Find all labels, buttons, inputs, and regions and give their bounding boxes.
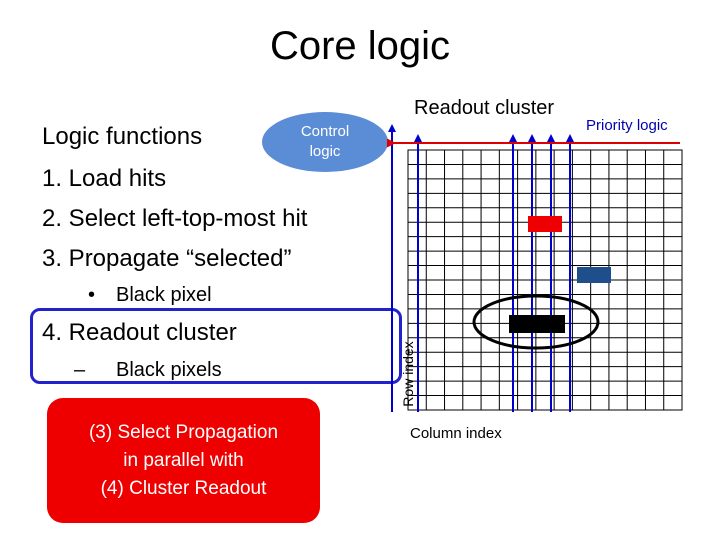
callout-line-1: (3) Select Propagation	[88, 421, 279, 443]
slide-title: Core logic	[269, 24, 451, 68]
row-index-label: Row index	[400, 341, 416, 407]
bullet-dot: •	[88, 284, 96, 306]
priority-logic-label: Priority logic	[586, 117, 668, 134]
logic-item-4: 4. Readout cluster	[42, 319, 237, 346]
bullet-black-pixel: Black pixel	[116, 284, 212, 306]
callout-line-2: in parallel with	[123, 449, 244, 471]
sub-item-dash: –	[74, 359, 86, 381]
logic-functions-heading: Logic functions	[42, 123, 203, 150]
black-pixels-cluster	[509, 315, 565, 333]
logic-item-3: 3. Propagate “selected”	[42, 245, 292, 272]
logic-item-1: 1. Load hits	[42, 165, 167, 192]
control-logic-label: Control logic	[300, 123, 350, 160]
pixel-grid	[408, 150, 682, 410]
callout-line-3: (4) Cluster Readout	[100, 477, 267, 499]
sub-item-black-pixels: Black pixels	[116, 359, 222, 381]
readout-cluster-label: Readout cluster	[414, 97, 555, 119]
red-pixel	[528, 216, 562, 232]
blue-pixel	[577, 267, 611, 283]
logic-item-2: 2. Select left-top-most hit	[42, 205, 308, 232]
column-index-label: Column index	[410, 425, 502, 442]
